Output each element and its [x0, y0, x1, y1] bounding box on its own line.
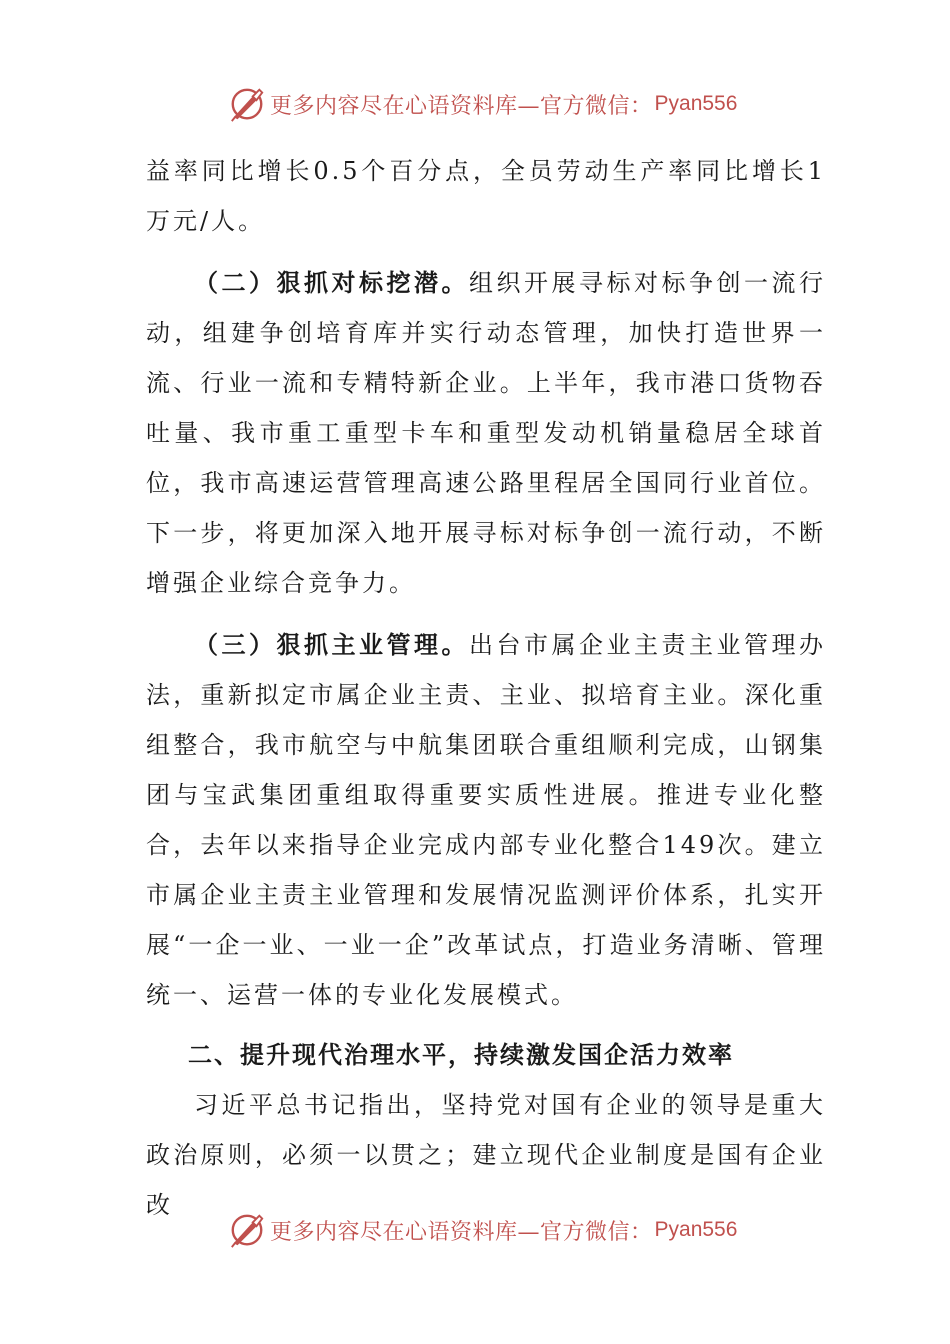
paragraph-continued: 益率同比增长0.5个百分点，全员劳动生产率同比增长1万元/人。 — [146, 157, 826, 235]
paragraph-lead: （二）狠抓对标挖潜。 — [194, 269, 469, 297]
pen-logo-icon — [228, 85, 266, 123]
paragraph-core-business: （三）狠抓主业管理。出台市属企业主责主业管理办法，重新拟定市属企业主责、主业、拟培育主业。深化重组整合，我市航空与中航集团联合重组顺利完成，山钢集团与宝武集团重组取得重要实质性进展。推进专业化整合，去年以来指导企业完成内部专业化整合149次。建立市属企业主责主业管理和发展情况监测评价体系，扎实开展“一企一业、一业一企”改革试点，打造业务清晰、管理统一、运营一体的专业化发展模式。 — [146, 631, 826, 1009]
watermark-banner-bottom — [228, 1210, 737, 1250]
banner-text: 更多内容尽在心语资料库—官方微信： — [270, 93, 653, 119]
paragraph-closing: 习近平总书记指出，坚持党对国有企业的领导是重大政治原则，必须一以贯之；建立现代企业制度是国有企业改 — [146, 1091, 826, 1219]
paragraph-benchmarking: （二）狠抓对标挖潜。组织开展寻标对标争创一流行动，组建争创培育库并实行动态管理，加快打造世界一流、行业一流和专精特新企业。上半年，我市港口货物吞吐量、我市重工重型卡车和重型发动机销量稳居全球首位，我市高速运营管理高速公路里程居全国同行业首位。下一步，将更加深入地开展寻标对标争创一流行动，不断增强企业综合竞争力。 — [146, 269, 826, 597]
watermark-banner-top — [228, 84, 737, 124]
banner-wechat-id: Pyan556 — [654, 1218, 738, 1241]
banner-text: 更多内容尽在心语资料库—官方微信： — [270, 1219, 653, 1245]
banner-wechat-id: Pyan556 — [654, 92, 738, 115]
pen-logo-icon — [228, 1211, 266, 1249]
document-body — [146, 146, 826, 1230]
section-heading: 二、提升现代治理水平，持续激发国企活力效率 — [188, 1041, 734, 1069]
paragraph-lead: （三）狠抓主业管理。 — [194, 631, 469, 659]
